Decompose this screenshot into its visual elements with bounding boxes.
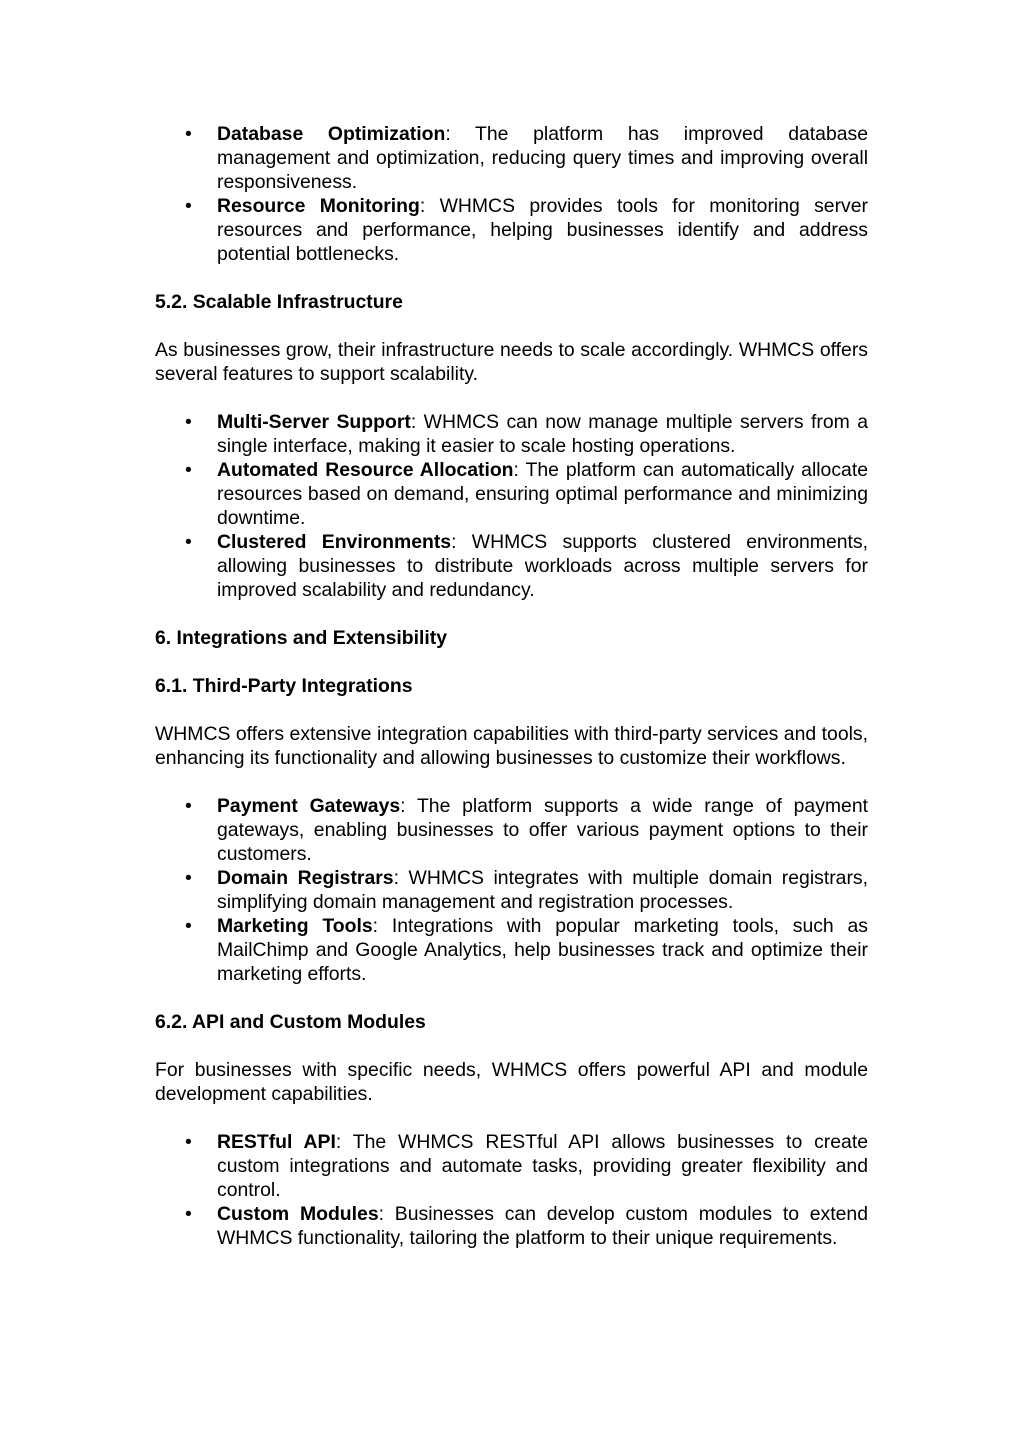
list-item [155,194,868,266]
bullet-icon: • [185,123,192,145]
section-heading-6: 6. Integrations and Extensibility [155,627,447,649]
bullet-icon: • [185,411,192,433]
list-item [155,914,868,986]
document-page [155,122,868,1250]
integrations-bullet-list [155,794,868,986]
list-item [155,410,868,458]
list-item [155,794,868,866]
bullet-term: Marketing Tools [217,915,373,937]
performance-bullet-list [155,122,868,266]
bullet-icon: • [185,1203,192,1225]
bullet-icon: • [185,531,192,553]
bullet-icon: • [185,1131,192,1153]
bullet-icon: • [185,867,192,889]
section-heading-5-2: 5.2. Scalable Infrastructure [155,291,403,313]
api-bullet-list [155,1130,868,1250]
section-intro-6-2: For businesses with specific needs, WHMCS offers powerful API and module development capabilities. [155,1059,868,1105]
list-item [155,122,868,194]
section-intro-5-2: As businesses grow, their infrastructure needs to scale accordingly. WHMCS offers several features to support scalability. [155,339,868,385]
bullet-term: Multi-Server Support [217,411,411,433]
bullet-text: : WHMCS provides tools for monitoring server resources and performance, helping businesses identify and address potential bottlenecks. [217,195,868,265]
bullet-text: : WHMCS supports clustered environments, allowing businesses to distribute workloads across multiple servers for improved scalability and redundancy. [217,531,868,601]
bullet-text: : The platform supports a wide range of payment gateways, enabling businesses to offer various payment options to their customers. [217,795,868,865]
section-heading-6-2: 6.2. API and Custom Modules [155,1011,426,1033]
bullet-text: : The platform has improved database management and optimization, reducing query times and improving overall responsiveness. [217,123,869,193]
bullet-text: : The platform can automatically allocate resources based on demand, ensuring optimal performance and minimizing downtime. [217,459,868,529]
bullet-term: Clustered Environments [217,531,452,553]
bullet-term: Payment Gateways [217,795,401,817]
section-intro-6-1: WHMCS offers extensive integration capabilities with third-party services and tools, enhancing its functionality and allowing businesses to customize their workflows. [155,723,868,769]
bullet-text: : WHMCS integrates with multiple domain registrars, simplifying domain management and registration processes. [217,867,868,913]
list-item [155,530,868,602]
bullet-text: : WHMCS can now manage multiple servers from a single interface, making it easier to scale hosting operations. [217,411,868,457]
bullet-icon: • [185,795,192,817]
list-item [155,1202,868,1250]
list-item [155,458,868,530]
bullet-icon: • [185,195,192,217]
bullet-text: : Integrations with popular marketing tools, such as MailChimp and Google Analytics, help businesses track and optimize their marketing efforts. [217,915,868,985]
bullet-term: Automated Resource Allocation [217,459,514,481]
bullet-icon: • [185,459,192,481]
scalability-bullet-list [155,410,868,602]
list-item [155,866,868,914]
bullet-icon: • [185,915,192,937]
bullet-term: Database Optimization [217,123,446,145]
list-item [155,1130,868,1202]
bullet-text: : Businesses can develop custom modules to extend WHMCS functionality, tailoring the platform to their unique requirements. [217,1203,868,1249]
section-heading-6-1: 6.1. Third-Party Integrations [155,675,413,697]
bullet-term: RESTful API [217,1131,336,1153]
bullet-term: Domain Registrars [217,867,394,889]
bullet-text: : The WHMCS RESTful API allows businesses to create custom integrations and automate tasks, providing greater flexibility and control. [217,1131,868,1201]
bullet-term: Resource Monitoring [217,195,420,217]
bullet-term: Custom Modules [217,1203,379,1225]
